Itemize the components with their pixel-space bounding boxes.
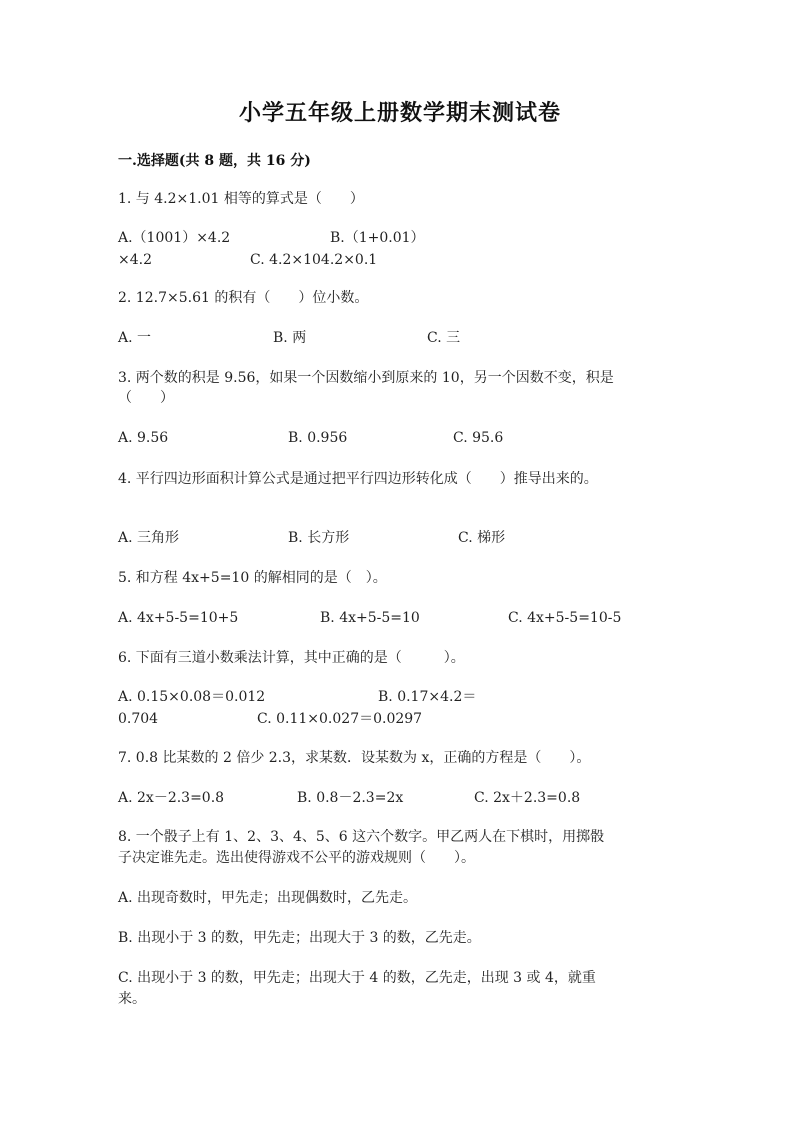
question-6-option-b: B. 0.17×4.2＝ (378, 689, 477, 705)
question-6-option-a: A. 0.15×0.08＝0.012 (118, 689, 266, 705)
question-4-option-c: C. 梯形 (458, 530, 506, 546)
question-6-stem: 6. 下面有三道小数乘法计算，其中正确的是（ ）。 (118, 650, 465, 666)
question-8-stem-cont: 子决定谁先走。选出使得游戏不公平的游戏规则（ ）。 (118, 850, 475, 866)
question-1-option-b-cont: ×4.2 (118, 252, 152, 268)
question-5-option-c: C. 4x+5-5=10-5 (508, 610, 622, 626)
question-7-option-b: B. 0.8－2.3=2x (297, 790, 404, 806)
question-1-option-c: C. 4.2×104.2×0.1 (250, 252, 378, 268)
question-7-option-c: C. 2x＋2.3=0.8 (474, 790, 581, 806)
question-8-option-b: B. 出现小于 3 的数，甲先走；出现大于 3 的数，乙先走。 (118, 930, 481, 946)
exam-title: 小学五年级上册数学期末测试卷 (238, 100, 561, 126)
question-8-option-c: C. 出现小于 3 的数，甲先走；出现大于 4 的数，乙先走，出现 3 或 4，就重 (118, 970, 596, 986)
question-3-stem-cont: （ ） (118, 390, 174, 406)
question-6-option-b-cont: 0.704 (118, 711, 159, 727)
question-4-stem: 4. 平行四边形面积计算公式是通过把平行四边形转化成（ ）推导出来的。 (118, 471, 598, 487)
question-1-stem: 1. 与 4.2×1.01 相等的算式是（ ） (118, 191, 364, 207)
question-3-option-c: C. 95.6 (453, 430, 504, 446)
question-3-stem: 3. 两个数的积是 9.56，如果一个因数缩小到原来的 10，另一个因数不变，积是 (118, 370, 614, 386)
question-8-option-a: A. 出现奇数时，甲先走；出现偶数时，乙先走。 (118, 890, 418, 906)
question-8-stem: 8. 一个骰子上有 1、2、3、4、5、6 这六个数字。甲乙两人在下棋时，用掷骰 (118, 829, 605, 845)
question-4-option-a: A. 三角形 (118, 530, 180, 546)
question-2-option-b: B. 两 (273, 330, 307, 346)
question-3-option-b: B. 0.956 (288, 430, 348, 446)
question-8-option-c-cont: 来。 (118, 991, 146, 1007)
question-1-option-a: A.（1001）×4.2 (118, 230, 231, 246)
question-7-stem: 7. 0.8 比某数的 2 倍少 2.3，求某数．设某数为 x，正确的方程是（ ）。 (118, 750, 591, 766)
question-3-option-a: A. 9.56 (118, 430, 169, 446)
question-2-option-c: C. 三 (427, 330, 461, 346)
question-7-option-a: A. 2x－2.3=0.8 (118, 790, 225, 806)
question-5-option-a: A. 4x+5-5=10+5 (118, 610, 239, 626)
question-2-option-a: A. 一 (118, 330, 152, 346)
question-2-stem: 2. 12.7×5.61 的积有（ ）位小数。 (118, 290, 369, 306)
section-heading: 一.选择题(共 8 题，共 16 分) (118, 153, 311, 169)
question-5-option-b: B. 4x+5-5=10 (320, 610, 420, 626)
question-4-option-b: B. 长方形 (288, 530, 350, 546)
question-1-option-b: B.（1+0.01） (330, 230, 425, 246)
question-6-option-c: C. 0.11×0.027＝0.0297 (257, 711, 423, 727)
question-5-stem: 5. 和方程 4x+5=10 的解相同的是（ ）。 (118, 570, 387, 586)
